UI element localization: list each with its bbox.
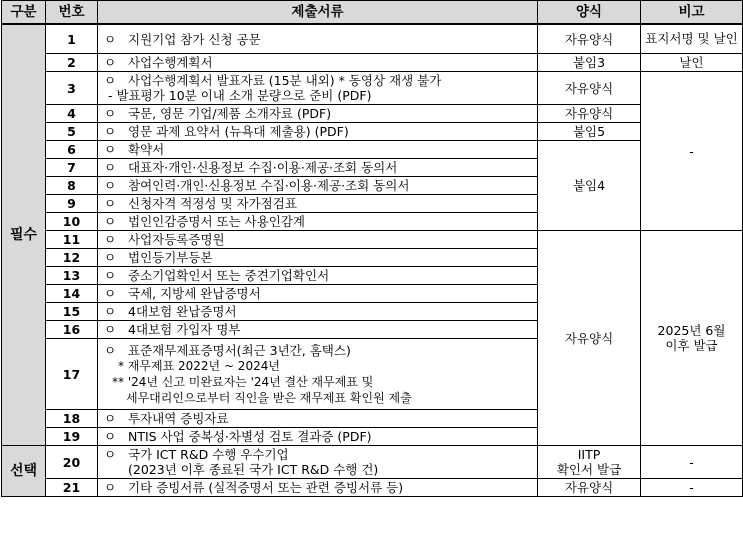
row-number: 11 [46, 231, 98, 249]
row-number: 1 [46, 24, 98, 54]
document-name: ㅇ 4대보험 가입자 명부 [98, 321, 538, 339]
row-number: 3 [46, 72, 98, 105]
format-cell: 자유양식 [538, 479, 641, 497]
row-number: 18 [46, 410, 98, 428]
submission-documents-table [1, 0, 743, 497]
document-name: ㅇ 투자내역 증빙자료 [98, 410, 538, 428]
row-number: 4 [46, 105, 98, 123]
format-cell: 자유양식 [538, 105, 641, 123]
document-name: ㅇ 4대보험 완납증명서 [98, 303, 538, 321]
bullet-marker: ㅇ [104, 31, 117, 47]
row-number: 20 [46, 446, 98, 479]
row-number: 8 [46, 177, 98, 195]
document-name: ㅇ 사업자등록증명원 [98, 231, 538, 249]
note-cell: - [641, 479, 743, 497]
document-name: ㅇ 국가 ICT R&D 수행 우수기업 (2023년 이후 종료된 국가 ICT R&D 수행 건) [98, 446, 538, 479]
note-cell: 2025년 6월 이후 발급 [641, 231, 743, 446]
header-number: 번호 [46, 1, 98, 25]
format-cell: IITP 확인서 발급 [538, 446, 641, 479]
format-cell: 붙임4 [538, 141, 641, 231]
table-row [2, 479, 743, 497]
document-name: ㅇ 표준재무제표증명서(최근 3년간, 홈택스) * 재무제표 2022년 ~ 2024년 ** '24년 신고 미완료자는 '24년 결산 재무제표 및 세무대리인으로부터 직인을 받은 재무제표 확인원 제출 [98, 339, 538, 410]
table-row [2, 123, 743, 141]
row-number: 2 [46, 54, 98, 72]
document-name: ㅇ NTIS 사업 중복성·차별성 검토 결과증 (PDF) [98, 428, 538, 446]
document-subnote: * 재무제표 2022년 ~ 2024년 [118, 358, 280, 373]
row-number: 7 [46, 159, 98, 177]
header-format: 양식 [538, 1, 641, 25]
document-name: ㅇ 사업수행계획서 발표자료 (15분 내외) * 동영상 재생 불가 - 발표평가 10분 이내 소개 분량으로 준비 (PDF) [98, 72, 538, 105]
format-cell: 자유양식 [538, 24, 641, 54]
document-name: ㅇ 국문, 영문 기업/제품 소개자료 (PDF) [98, 105, 538, 123]
document-name: ㅇ 기타 증빙서류 (실적증명서 또는 관련 증빙서류 등) [98, 479, 538, 497]
document-name: ㅇ 대표자·개인·신용정보 수집·이용·제공·조회 동의서 [98, 159, 538, 177]
row-number: 17 [46, 339, 98, 410]
document-name: ㅇ 확약서 [98, 141, 538, 159]
document-name: ㅇ 사업수행계획서 [98, 54, 538, 72]
table-row [2, 72, 743, 105]
table-row [2, 54, 743, 72]
document-subnote: ** '24년 신고 미완료자는 '24년 결산 재무제표 및 [112, 374, 374, 389]
format-cell: 붙임3 [538, 54, 641, 72]
row-number: 21 [46, 479, 98, 497]
document-name: ㅇ 법인인감증명서 또는 사용인감계 [98, 213, 538, 231]
row-number: 12 [46, 249, 98, 267]
header-documents: 제출서류 [98, 1, 538, 25]
header-row [2, 1, 743, 25]
row-number: 14 [46, 285, 98, 303]
header-group: 구분 [2, 1, 46, 25]
format-cell: 붙임5 [538, 123, 641, 141]
row-number: 5 [46, 123, 98, 141]
row-number: 10 [46, 213, 98, 231]
row-number: 9 [46, 195, 98, 213]
document-name: ㅇ 영문 과제 요약서 (뉴욕대 제출용) (PDF) [98, 123, 538, 141]
table-row [2, 105, 743, 123]
document-subnote: 세무대리인으로부터 직인을 받은 재무제표 확인원 제출 [126, 390, 412, 405]
document-name: ㅇ 중소기업확인서 또는 중견기업확인서 [98, 267, 538, 285]
note-cell: 표지서명 및 날인 [641, 24, 743, 54]
group-required: 필수 [2, 24, 46, 446]
document-name: ㅇ 참여인력·개인·신용정보 수집·이용·제공·조회 동의서 [98, 177, 538, 195]
row-number: 15 [46, 303, 98, 321]
document-name: ㅇ 법인등기부등본 [98, 249, 538, 267]
note-cell: - [641, 72, 743, 231]
document-name: ㅇ 지원기업 참가 신청 공문 [98, 24, 538, 54]
group-optional: 선택 [2, 446, 46, 497]
document-name: ㅇ 국세, 지방세 완납증명서 [98, 285, 538, 303]
format-cell: 자유양식 [538, 231, 641, 446]
table-row [2, 141, 743, 159]
row-number: 13 [46, 267, 98, 285]
note-cell: 날인 [641, 54, 743, 72]
table-row [2, 24, 743, 54]
format-cell: 자유양식 [538, 72, 641, 105]
note-cell: - [641, 446, 743, 479]
row-number: 19 [46, 428, 98, 446]
document-name: ㅇ 신청자격 적정성 및 자가점검표 [98, 195, 538, 213]
header-note: 비고 [641, 1, 743, 25]
table-row [2, 231, 743, 249]
table-row [2, 446, 743, 479]
row-number: 6 [46, 141, 98, 159]
row-number: 16 [46, 321, 98, 339]
